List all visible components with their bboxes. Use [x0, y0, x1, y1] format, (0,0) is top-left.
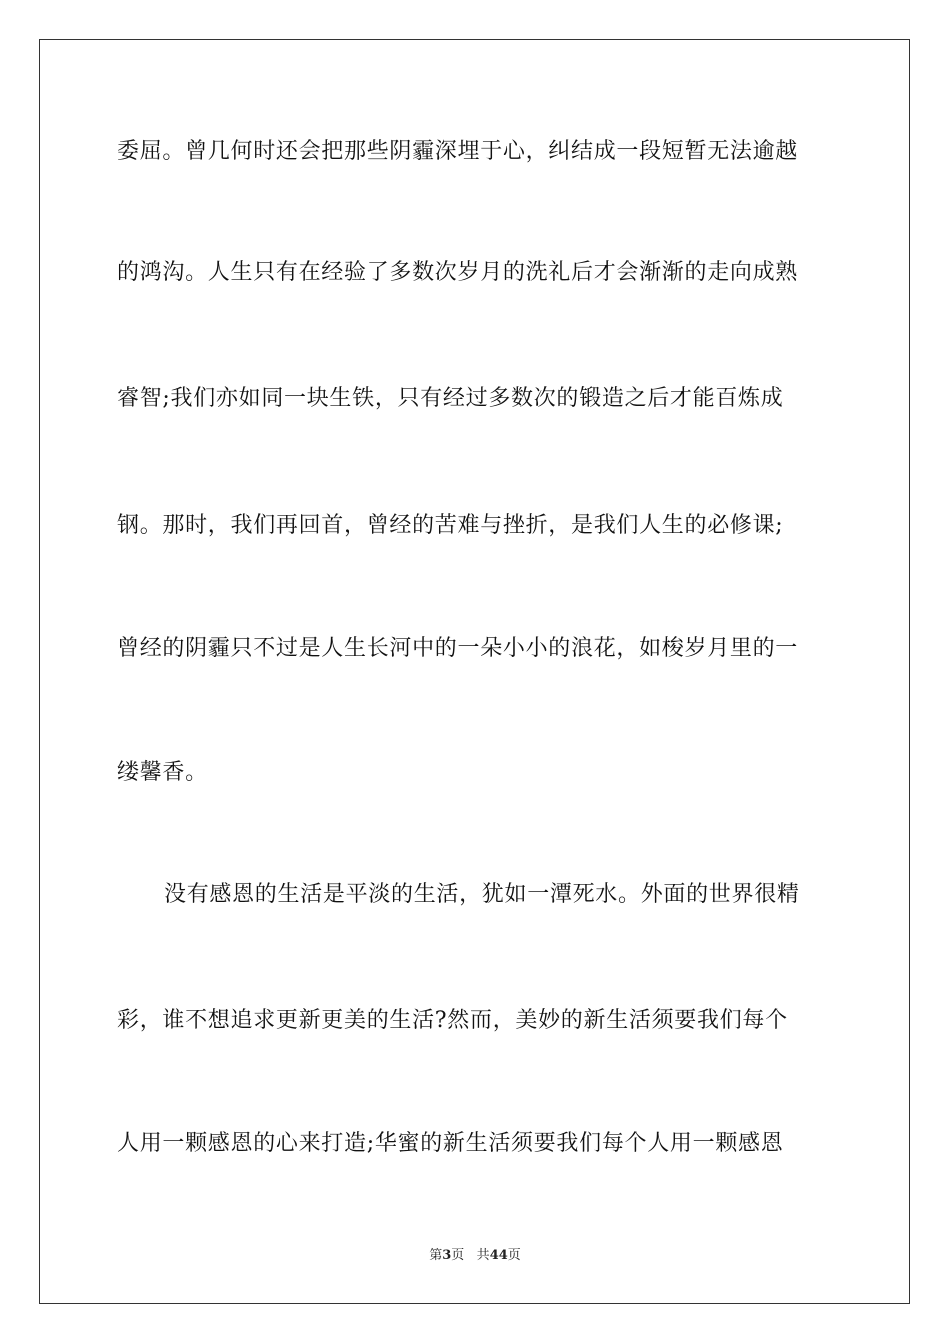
- paragraph-line: 彩，谁不想追求更新更美的生活?然而，美妙的新生活须要我们每个: [117, 1008, 788, 1033]
- paragraph-line: 曾经的阴霾只不过是人生长河中的一朵小小的浪花，如梭岁月里的一: [117, 636, 799, 661]
- page-number: 3: [442, 1248, 452, 1263]
- paragraph-line: 缕馨香。: [117, 760, 208, 785]
- page-border: [39, 39, 910, 1304]
- paragraph-line: 钢。那时，我们再回首，曾经的苦难与挫折，是我们人生的必修课;: [117, 513, 784, 538]
- page-suffix: 页: [451, 1248, 465, 1263]
- paragraph-line-indented: 没有感恩的生活是平淡的生活，犹如一潭死水。外面的世界很精: [164, 882, 800, 907]
- paragraph-line: 委屈。曾几何时还会把那些阴霾深埋于心，纠结成一段短暂无法逾越: [117, 139, 799, 164]
- paragraph-line: 的鸿沟。人生只有在经验了多数次岁月的洗礼后才会渐渐的走向成熟: [117, 260, 799, 285]
- paragraph-line: 人用一颗感恩的心来打造;华蜜的新生活须要我们每个人用一颗感恩: [117, 1131, 784, 1156]
- page-prefix: 第: [429, 1248, 443, 1263]
- paragraph-line: 睿智;我们亦如同一块生铁，只有经过多数次的锻造之后才能百炼成: [117, 386, 784, 411]
- page-footer: [0, 1247, 950, 1265]
- total-suffix: 页: [507, 1248, 521, 1263]
- total-pages: 44: [489, 1248, 508, 1263]
- total-prefix: 共: [476, 1248, 490, 1263]
